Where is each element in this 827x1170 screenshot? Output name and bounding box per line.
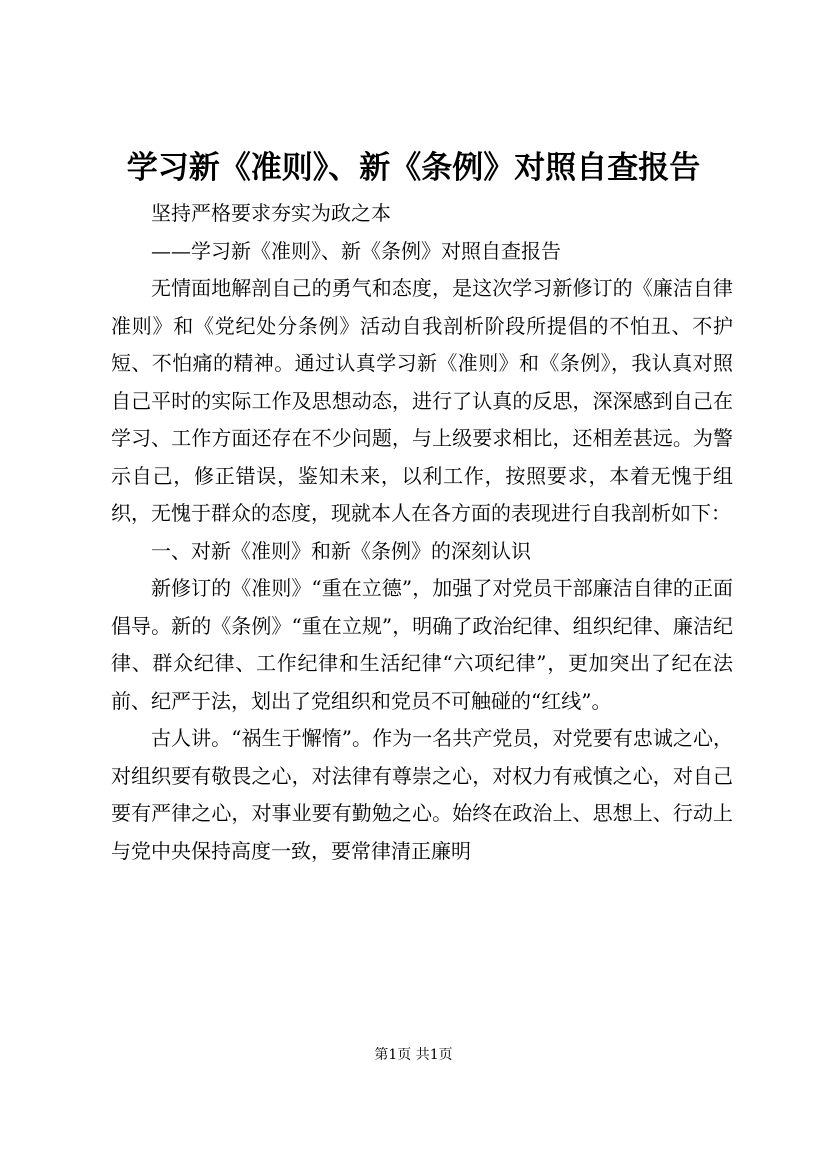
subtitle-paragraph: ——学习新《准则》、新《条例》对照自查报告: [151, 238, 561, 263]
body-paragraph: 古人讲。“祸生于懈惰”。作为一名共产党员，对党要有忠诚之心，对组织要有敬畏之心，对法律有尊崇之心，对权力有戒慎之心，对自己要有严律之心，对事业要有勤勉之心。始终在政治上、思想上、行动上与党中央保持高度一致，要常律清正廉明: [111, 726, 733, 863]
document-body: [111, 195, 733, 870]
body-paragraph: 新修订的《准则》“重在立德”，加强了对党员干部廉洁自律的正面倡导。新的《条例》“重在立规”，明确了政治纪律、组织纪律、廉洁纪律、群众纪律、工作纪律和生活纪律“六项纪律”，更加突出了纪在法前、纪严于法，划出了党组织和党员不可触碰的“红线”。: [111, 576, 733, 713]
document-title: 学习新《准则》、新《条例》对照自查报告: [126, 150, 701, 186]
subtitle-paragraph: 坚持严格要求夯实为政之本: [151, 201, 391, 225]
body-paragraph: 无情面地解剖自己的勇气和态度，是这次学习新修订的《廉洁自律准则》和《党纪处分条例》活动自我剖析阶段所提倡的不怕丑、不护短、不怕痛的精神。通过认真学习新《准则》和《条例》，我认真对照自己平时的实际工作及思想动态，进行了认真的反思，深深感到自己在学习、工作方面还存在不少问题，与上级要求相比，还相差甚远。为警示自己，修正错误，鉴知未来，以利工作，按照要求，本着无愧于组织，无愧于群众的态度，现就本人在各方面的表现进行自我剖析如下：: [111, 276, 733, 525]
page-footer: 第1页 共1页: [374, 1047, 453, 1063]
section-heading: 一、对新《准则》和新《条例》的深刻认识: [151, 538, 531, 563]
